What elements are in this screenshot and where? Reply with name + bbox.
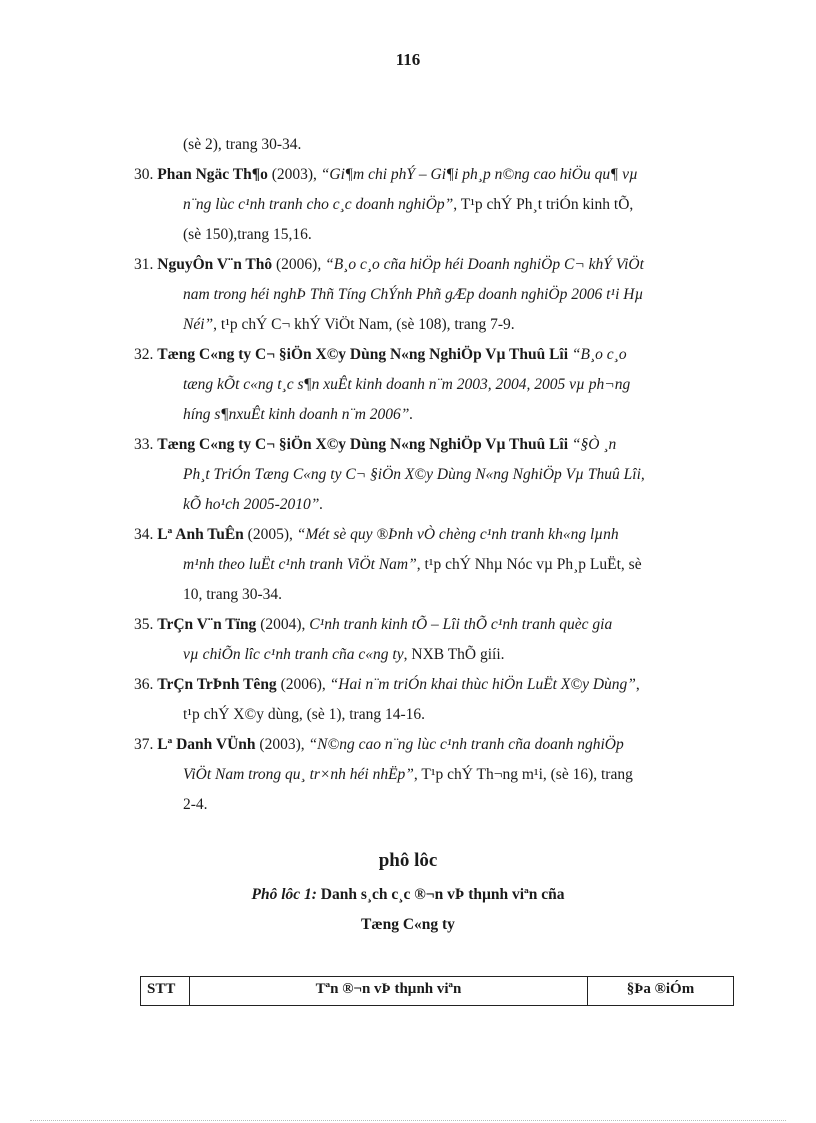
reference-text: , T¹p chÝ Th¬ng m¹i, (sè 16), trang <box>413 766 633 783</box>
reference-line <box>134 280 734 310</box>
reference-line <box>134 310 734 340</box>
page-number: 116 <box>395 50 421 69</box>
reference-text: t¹p chÝ X©y dùng, (sè 1), trang 14-16. <box>183 706 425 723</box>
reference-entry <box>134 610 734 670</box>
reference-entry <box>134 670 734 730</box>
appendix-label: Phô lôc 1: <box>251 886 317 903</box>
appendix-title: phô lôc <box>378 850 438 871</box>
reference-author: Lª Anh TuÊn <box>157 526 244 543</box>
reference-entry <box>134 250 734 340</box>
reference-title: “Gi¶m chi phÝ – Gi¶i ph¸p n©ng cao hiÖu qu¶ vµ <box>320 166 638 183</box>
reference-title: “§Ò ¸n <box>571 436 617 453</box>
reference-line <box>134 250 734 280</box>
reference-title: “Hai n¨m triÓn khai thùc hiÖn LuËt X©y Dùng” <box>329 676 636 693</box>
reference-entry <box>134 520 734 610</box>
reference-text: 36. <box>134 676 158 693</box>
reference-text: (sè 2), trang 30-34. <box>183 136 302 153</box>
reference-text: 10, trang 30-34. <box>183 586 283 603</box>
reference-text: , T¹p chÝ Ph¸t triÓn kinh tÕ, <box>453 196 634 213</box>
reference-title: kÕ ho¹ch 2005-2010”. <box>183 496 324 513</box>
reference-line <box>134 580 734 610</box>
reference-author: Tæng C«ng ty C¬ §iÖn X©y Dùng N«ng NghiÖp Vµ Thuû Lîi <box>157 346 569 363</box>
reference-line <box>134 550 734 580</box>
page-edge-divider <box>30 1120 786 1121</box>
table-header-row <box>141 977 734 1006</box>
reference-line <box>134 760 734 790</box>
reference-line <box>134 670 734 700</box>
reference-author: Phan Ngäc Th¶o <box>157 166 268 183</box>
reference-text: , t¹p chÝ Nhµ Nóc vµ Ph¸p LuËt, sè <box>416 556 642 573</box>
member-units-table <box>140 976 734 1006</box>
reference-line <box>134 700 734 730</box>
reference-line <box>134 430 734 460</box>
reference-title: n¨ng lùc c¹nh tranh cho c¸c doanh nghiÖp” <box>183 196 454 213</box>
reference-line <box>134 790 734 820</box>
reference-text: (2006), <box>276 676 330 693</box>
reference-entry <box>134 340 734 430</box>
reference-title: C¹nh tranh kinh tÕ – Lîi thÕ c¹nh tranh quèc gia <box>309 616 613 633</box>
reference-text: , <box>635 676 640 693</box>
reference-entry <box>134 430 734 520</box>
reference-text: 2-4. <box>183 796 208 813</box>
reference-author: TrÇn TrÞnh Têng <box>157 676 277 693</box>
reference-line <box>134 130 734 160</box>
appendix-subtitle-line2: Tæng C«ng ty <box>361 916 455 933</box>
reference-entry <box>134 160 734 250</box>
reference-author: Lª Danh VÜnh <box>157 736 256 753</box>
reference-title: ViÖt Nam trong qu¸ tr×nh héi nhËp” <box>183 766 414 783</box>
reference-line <box>134 520 734 550</box>
reference-line <box>134 640 734 670</box>
reference-title: “Mét sè quy ®Þnh vÒ chèng c¹nh tranh kh«ng lµnh <box>296 526 619 543</box>
reference-line <box>134 400 734 430</box>
reference-line <box>134 340 734 370</box>
reference-title: “B¸o c¸o <box>571 346 627 363</box>
reference-text: 32. <box>134 346 158 363</box>
reference-text: 31. <box>134 256 158 273</box>
reference-text: (2004), <box>256 616 310 633</box>
reference-text: 37. <box>134 736 158 753</box>
reference-line <box>134 370 734 400</box>
reference-author: NguyÔn V¨n Thô <box>157 256 273 273</box>
reference-title: tæng kÕt c«ng t¸c s¶n xuÊt kinh doanh n¨m 2003, 2004, 2005 vµ ph¬ng <box>183 376 631 393</box>
reference-title: “N©ng cao n¨ng lùc c¹nh tranh cña doanh nghiÖp <box>308 736 624 753</box>
reference-entry <box>134 730 734 820</box>
header-location: §Þa ®iÓm <box>588 977 734 1006</box>
reference-text: (2006), <box>272 256 326 273</box>
appendix-subtitle-text: Danh s¸ch c¸c ®¬n vÞ thµnh viªn cña <box>316 886 565 903</box>
reference-text: , NXB ThÕ giíi. <box>403 646 505 663</box>
reference-text: 30. <box>134 166 158 183</box>
reference-list <box>134 130 734 820</box>
reference-title: nam trong héi nghÞ Thñ Tíng ChÝnh Phñ gÆp doanh nghiÖp 2006 t¹i Hµ <box>183 286 644 303</box>
header-unit-name: Tªn ®¬n vÞ thµnh viªn <box>190 977 588 1006</box>
reference-line <box>134 220 734 250</box>
reference-title: “B¸o c¸o cña hiÖp héi Doanh nghiÖp C¬ khÝ ViÖt <box>325 256 644 273</box>
reference-line <box>134 160 734 190</box>
reference-text: 33. <box>134 436 158 453</box>
reference-line <box>134 490 734 520</box>
reference-line <box>134 610 734 640</box>
reference-title: Néi” <box>183 316 214 333</box>
reference-text: (2003), <box>255 736 309 753</box>
appendix-subtitle <box>0 886 816 904</box>
reference-text: 34. <box>134 526 158 543</box>
reference-title: m¹nh theo luËt c¹nh tranh ViÖt Nam” <box>183 556 417 573</box>
reference-text: , t¹p chÝ C¬ khÝ ViÖt Nam, (sè 108), trang 7-9. <box>213 316 515 333</box>
reference-text: (sè 150),trang 15,16. <box>183 226 312 243</box>
header-stt: STT <box>141 977 190 1006</box>
reference-author: TrÇn V¨n Tïng <box>157 616 257 633</box>
reference-title: Ph¸t TriÓn Tæng C«ng ty C¬ §iÖn X©y Dùng N«ng NghiÖp Vµ Thuû Lîi, <box>183 466 645 483</box>
reference-text: 35. <box>134 616 158 633</box>
reference-title: híng s¶nxuÊt kinh doanh n¨m 2006”. <box>183 406 414 423</box>
reference-entry <box>134 130 734 160</box>
reference-line <box>134 730 734 760</box>
reference-author: Tæng C«ng ty C¬ §iÖn X©y Dùng N«ng NghiÖp Vµ Thuû Lîi <box>157 436 569 453</box>
reference-title: vµ chiÕn lîc c¹nh tranh cña c«ng ty <box>183 646 404 663</box>
reference-line <box>134 460 734 490</box>
reference-line <box>134 190 734 220</box>
reference-text: (2005), <box>243 526 297 543</box>
reference-text: (2003), <box>267 166 321 183</box>
